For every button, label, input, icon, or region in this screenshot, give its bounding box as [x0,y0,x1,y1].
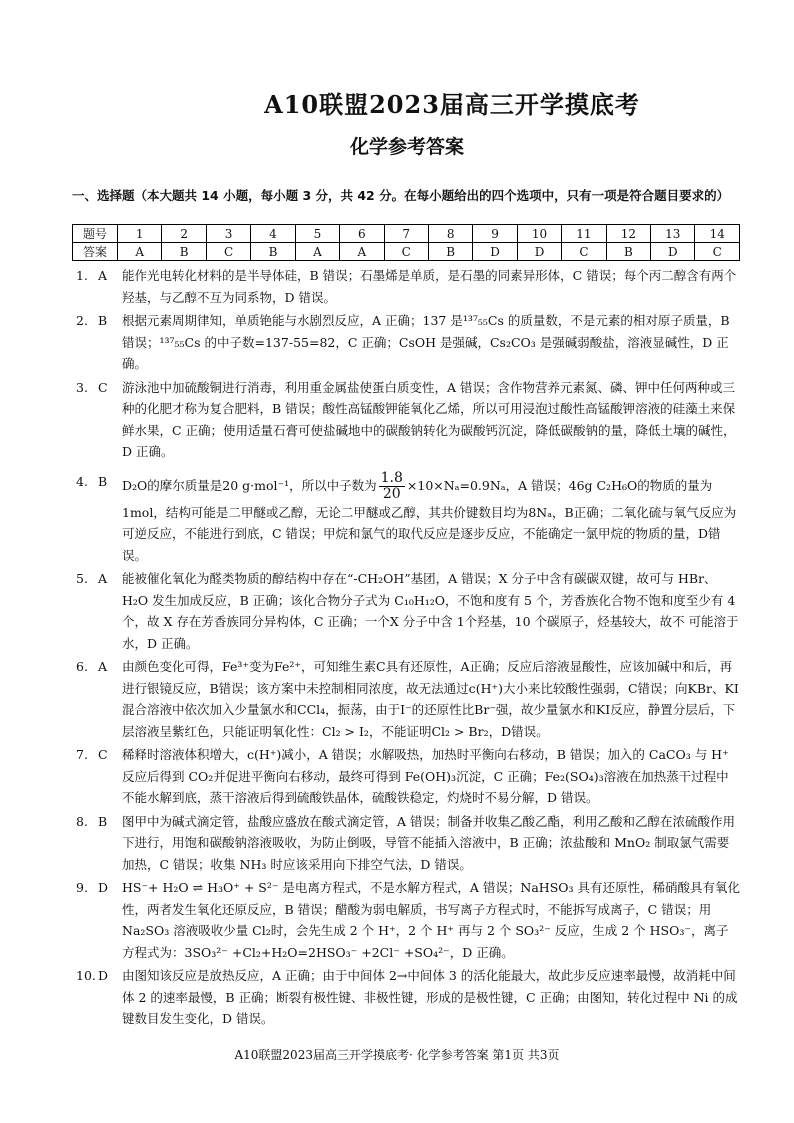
item-number: 8. [76,813,88,829]
explanation-item [72,965,740,1030]
answer-cell: A [340,243,384,261]
question-number-cell: 14 [695,225,740,243]
item-text: 由颜色变化可得，Fe³⁺变为Fe²⁺，可知维生素C具有还原性，A正确；反应后溶液显酸性，应该加碱中和后，再进行银镜反应，B错误；该方案中未控制相同浓度，故无法通过c(H⁺)大小来比较酸性强弱，C错误；向KBr、KI混合溶液中依次加入少量氯水和CCl₄，振荡，由于I⁻的还原性比Br⁻强，故少量氯水和KI反应，静置分层后，下层溶液呈紫红色，只能证明氧化性：Cl₂ > I₂，不能证明Cl₂ > Br₂，D错误。 [122,659,739,739]
item-text: 稀释时溶液体积增大，c(H⁺)减小，A 错误；水解吸热，加热时平衡向右移动，B 错误；加入的 CaCO₃ 与 H⁺反应后得到 CO₂并促进平衡向右移动，最终可得到 Fe(OH)₃沉淀，C 正确；Fe₂(SO₄)₃溶液在加热蒸干过程中不能水解到底，蒸干溶液后得到硫酸铁晶体，硫酸铁稳定，灼烧时不易分解，D 错误。 [122,747,729,805]
explanation-item [72,471,740,567]
fraction-denominator: 20 [382,485,401,502]
question-number-cell: 2 [162,225,206,243]
item-number: 7. [76,747,88,762]
item-answer: D [98,968,109,983]
answer-cell: C [384,243,428,261]
item-number: 2. [76,313,88,328]
question-number-cell: 12 [606,225,650,243]
item-number: 10. [76,968,96,983]
answer-cell: B [251,243,295,261]
answer-cell: A [118,243,162,261]
answer-cell: D [651,243,695,261]
question-number-cell: 9 [473,225,517,243]
item-answer: C [98,379,108,395]
answer-cell: C [695,243,740,261]
answer-cell: C [562,243,606,261]
question-number-cell: 13 [651,225,695,243]
question-number-cell: 4 [251,225,295,243]
explanation-item [72,310,740,375]
page-title: A10联盟2023届高三开学摸底考 [264,90,640,119]
answer-cell: B [162,243,206,261]
explanation-item [72,568,740,654]
question-number-cell: 5 [295,225,339,243]
item-answer: B [98,813,108,829]
item-text: 游泳池中加硫酸铜进行消毒，利用重金属盐使蛋白质变性，A 错误；含作物营养元素氮、磷、钾中任何两种或三种的化肥才称为复合肥料，B 错误；酸性高锰酸钾能氧化乙烯，所以可用浸泡过酸性高锰酸钾溶液的硅藻土来保鲜水果，C 正确；使用适量石膏可使盐碱地中的碳酸钠转化为碳酸钙沉淀，降低碳酸钠的量，降低土壤的碱性，D 正确。 [122,379,736,459]
explanation-item [72,877,740,963]
item-answer: A [98,571,108,586]
answer-cell: B [606,243,650,261]
answer-table [72,224,740,261]
explanation-list [72,265,740,1032]
item-answer: D [98,880,109,895]
question-number-cell: 3 [206,225,250,243]
page-subtitle: 化学参考答案 [349,136,464,158]
item-number: 1. [76,268,88,283]
answer-cell: D [517,243,561,261]
item-number: 4. [76,473,88,489]
item-text: HS⁻+ H₂O ⇌ H₃O⁺ + S²⁻ 是电离方程式，不是水解方程式，A 错误；NaHSO₃ 具有还原性，稀硝酸具有氧化性，两者发生氧化还原反应，B 错误；醋酸为弱电解质，书写离子方程式时，不能拆写成离子，C 错误；用 Na₂SO₃ 溶液吸收少量 Cl₂时，会先生成 2 个 H⁺，2 个 H⁺ 再与 2 个 SO₃²⁻ 反应，生成 2 个 HSO₃⁻，离子方程式为：3SO₃²⁻ +Cl₂+H₂O=2HSO₃⁻ +2Cl⁻ +SO₄²⁻，D 正确。 [122,880,741,960]
item-text: 根据元素周期律知，单质铯能与水剧烈反应，A 正确；137 是¹³⁷₅₅Cs 的质量数，不是元素的相对原子质量，B 错误；¹³⁷₅₅Cs 的中子数=137-55=82，C 正确；CsOH 是强碱，Cs₂CO₃ 是强碱弱酸盐，溶液显碱性，D 正确。 [122,313,730,371]
question-number-cell: 6 [340,225,384,243]
item-number: 3. [76,379,88,395]
answer-cell: B [428,243,472,261]
table-row-answers [73,243,740,261]
item-answer: A [98,268,108,283]
item-number: 9. [76,880,88,895]
page-footer: A10联盟2023届高三开学摸底考· 化学参考答案 第1页 共3页 [234,1048,560,1062]
question-number-cell: 8 [428,225,472,243]
fraction [379,471,405,502]
row-label-number: 题号 [73,225,118,243]
item-answer: A [98,659,108,674]
item-text: 能被催化氧化为醛类物质的醇结构中存在“-CH₂OH”基团，A 错误；X 分子中含有碳碳双键，故可与 HBr、H₂O 发生加成反应，B 正确；该化合物分子式为 C₁₀H₁₂O，不饱和度有 5 个，芳香族化合物不饱和度至少有 4 个，故 X 存在芳香族同分异构体，C 正确；一个X 分子中含 1个羟基，10 个碳原子，烃基较大，故不 可能溶于水，D 正确。 [122,571,739,651]
explanation-item [72,811,740,876]
item-number: 6. [76,659,88,674]
row-label-answer: 答案 [73,243,118,261]
question-number-cell: 1 [118,225,162,243]
explanation-item [72,744,740,809]
explanation-item [72,377,740,463]
item-text: 由图知该反应是放热反应，A 正确；由于中间体 2→中间体 3 的活化能最大，故此步反应速率最慢，故消耗中间体 2 的速率最慢，B 正确；断裂有极性键、非极性键，形成的是极性键，C 正确；由图知，转化过程中 Ni 的成键数目发生变化，D 错误。 [122,968,738,1026]
answer-cell: A [295,243,339,261]
item-text: ×10×Nₐ=0.9Nₐ，A 错误；46g C₂H₆O的物质的量为1mol，结构可能是二甲醚或乙醇，无论二甲醚或乙醇，其共价键数目均为8Nₐ，B正确；二氧化硫与氧气反应为可逆反应，不能进行到底，C 错误；甲烷和氯气的取代反应是逐步反应，不能确定一氯甲烷的物质的量，D错误。 [122,477,737,563]
item-answer: B [98,473,108,489]
item-answer: C [98,747,108,762]
section-heading: 一、选择题（本大题共 14 小题，每小题 3 分，共 42 分。在每小题给出的四个选项中，只有一项是符合题目要求的） [72,188,730,203]
question-number-cell: 11 [562,225,606,243]
item-text: 能作光电转化材料的是半导体硅，B 错误；石墨烯是单质，是石墨的同素异形体，C 错误；每个丙二醇含有两个羟基，与乙醇不互为同系物，D 错误。 [122,268,737,305]
fraction-numerator: 1.8 [380,469,403,486]
item-answer: B [98,313,108,328]
item-text-pre: D₂O的摩尔质量是20 g·mol⁻¹，所以中子数为 [122,477,377,493]
answer-cell: C [206,243,250,261]
answer-cell: D [473,243,517,261]
item-text: 图甲中为碱式滴定管，盐酸应盛放在酸式滴定管，A 错误；制备并收集乙酸乙酯，利用乙酸和乙醇在浓硫酸作用下进行，用饱和碳酸钠溶液吸收，为防止倒吸，导管不能插入溶液中，B 正确；浓盐酸和 MnO₂ 制取氯气需要加热，C 错误；收集 NH₃ 时应该采用向下排空气法，D 错误。 [122,813,736,872]
item-number: 5. [76,571,88,586]
explanation-item [72,265,740,308]
explanation-item [72,656,740,742]
question-number-cell: 7 [384,225,428,243]
question-number-cell: 10 [517,225,561,243]
table-row-numbers [73,225,740,243]
